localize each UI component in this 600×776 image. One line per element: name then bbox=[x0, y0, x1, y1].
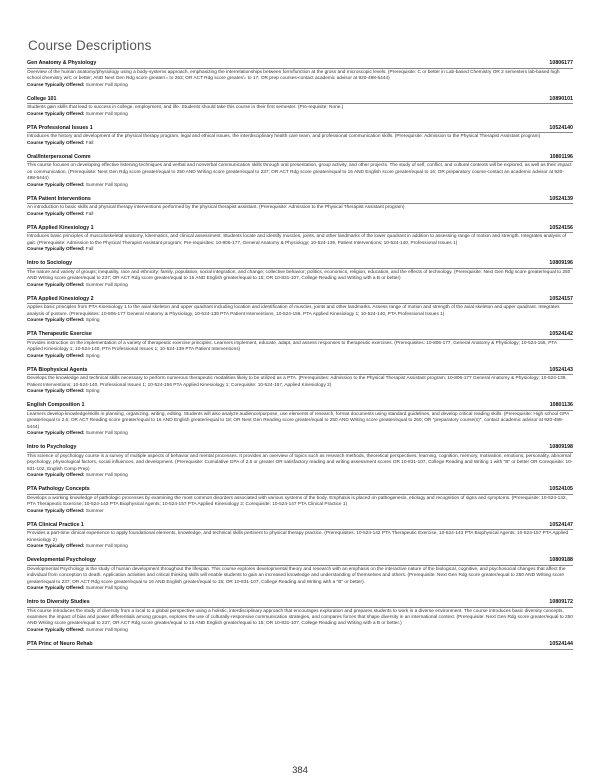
course-name: PTA Therapeutic Exercise bbox=[27, 331, 92, 338]
course-offered-terms: Spring bbox=[85, 353, 100, 359]
course-header bbox=[27, 444, 573, 453]
course-code: 10524143 bbox=[549, 366, 573, 373]
course-description: Overview of the human anatomy/physiology using a body-systems approach, emphasizing the interrelationships between form/function at the gross and microscopic levels. (Prerequisite: C or better in Lab-based Chemistry OR 2 semesters lab-based high school chemistry w/C or better; AND Next Gen Rdg score greater/= to 263; OR ACT Rdg score greater/= to 17; OR prep courses-contact academic advisor at 920-498-5444) bbox=[27, 69, 560, 82]
course-offered-label: Course Typically Offered: bbox=[27, 544, 85, 549]
page-title: Course Descriptions bbox=[28, 38, 152, 53]
course-description: Applies basic principles from PTA Kinesiology 1 to the axial skeleton and upper quadrant including location and identification of muscles, joints and other landmarks. Assess range of motion and strength of the axial skeleton and upper quadrant. Integrates analysis of posture. (Prerequisites: 10-806-177 General Anatomy & Physiology, 10-524-139 PTA Patient Interventions, 10-524-156, PTA Applied Kinesiology 1; 10-524-140, PTA Professional Issues 1) bbox=[27, 305, 560, 317]
course-entry bbox=[27, 296, 573, 325]
course-name: PTA Applied Kinesiology 2 bbox=[27, 295, 94, 302]
course-offered bbox=[27, 212, 573, 218]
course-header bbox=[27, 296, 573, 305]
course-code: 10524147 bbox=[549, 521, 573, 528]
course-offered bbox=[27, 586, 573, 592]
course-offered bbox=[27, 183, 573, 189]
course-description: Introduces the history and development of the physical therapy program, legal and ethical issues, the interdisciplinary health care team, and professional communication skills. (Prerequisite: Admission to the Physical Therapist Assistant program) bbox=[27, 134, 541, 140]
page-number: 384 bbox=[292, 765, 308, 776]
course-offered-label: Course Typically Offered: bbox=[27, 140, 85, 146]
course-name: PTA Patient Interventions bbox=[27, 195, 91, 202]
course-offered-label: Course Typically Offered: bbox=[27, 211, 85, 217]
course-offered-label: Course Typically Offered: bbox=[27, 182, 85, 188]
course-name: PTA Applied Kinesiology 1 bbox=[27, 224, 94, 231]
course-entry bbox=[27, 444, 573, 479]
course-offered-terms: Spring bbox=[85, 389, 100, 395]
course-header bbox=[27, 331, 573, 340]
course-offered-label: Course Typically Offered: bbox=[27, 282, 85, 288]
course-name: Intro to Psychology bbox=[27, 444, 77, 451]
course-header bbox=[27, 60, 573, 69]
course-header bbox=[27, 557, 573, 566]
course-header bbox=[27, 367, 573, 376]
course-code: 10524139 bbox=[549, 195, 573, 202]
course-offered-label: Course Typically Offered: bbox=[27, 318, 85, 324]
course-code: 10524140 bbox=[549, 124, 573, 131]
course-entry bbox=[27, 60, 573, 89]
course-description: This science of psychology course is a survey of multiple aspects of behavior and mental processes. It provides an overview of topics such as research methods, theoretical perspectives, learning, cognition, memory, motivation, emotions, personality, abnormal psychology, physiological factors, social influences, and development. (Prerequisite: Cumulative GPA of 2.6 or greater OR satisfactory reading and writing assessment scores OR 10-831-107, College Reading and Writing 1 with "B" or better OR Corequisite: 10-831-102, English Comp Prep) bbox=[27, 453, 573, 472]
course-offered-terms: Summer Fall Spring bbox=[85, 111, 128, 117]
course-offered-label: Course Typically Offered: bbox=[27, 585, 85, 591]
course-code: 10809196 bbox=[549, 260, 573, 267]
course-description: This course focuses on developing effective listening techniques and verbal and nonverbal communication skills through oral presentation, group activity, and other projects. The study of self, conflict, and cultural contexts will be explored, as well as their impact on communication. (Prerequisite: Next Gen Rdg score greater/equal to 250 AND Writing score greater/equal to 237; OR ACT Rdg score greater/equal to 16 AND English score greater/equal to 16; OR preparatory course-contact an academic advisor at 920-498-5444) bbox=[27, 163, 572, 182]
course-header bbox=[27, 125, 573, 134]
course-description: Learners develop knowledge/skills in planning, organizing, writing, editing. Students will also analyze audience/purpose, use elements of research, format documents using standard guidelines, and develop critical reading skills. (Prerequisite: High school GPA greater/equal to 2.6; OR ACT Reading score greater/equal to 16 AND English greater/equal to 18; OR Next Gen Reading score greater/equal to 250 AND Writing score greater/equal to 260; OR "preparatory course(s)", contact academic advisor at 920-498-5444) bbox=[27, 411, 569, 430]
course-entry bbox=[27, 522, 573, 551]
course-offered-terms: Fall bbox=[85, 211, 94, 217]
course-entry bbox=[27, 331, 573, 360]
course-offered bbox=[27, 283, 573, 289]
course-offered bbox=[27, 431, 573, 437]
course-code: 10524142 bbox=[549, 331, 573, 338]
course-name: PTA Princ of Neuro Rehab bbox=[27, 640, 93, 647]
course-entry bbox=[27, 486, 573, 515]
course-name: Oral/Interpersonal Comm bbox=[27, 153, 91, 160]
course-description: The nature and variety of groups; inequality, race and ethnicity; family, population, social integration, and change; collective behavior; politics, economics, religion, education, and the effects of technology. (Prerequisite: Next Gen Rdg score greater/equal to 250 AND Writing score greater/equal to 237; OR ACT Rdg score greater/equal to 16 AND English greater/equal to 15; OR 10-831-107, College Reading and Writing with a B or better) bbox=[27, 269, 571, 282]
course-name: Developmental Psychology bbox=[27, 557, 96, 563]
course-description: This course introduces the study of diversity from a local to a global perspective using a holistic, interdisciplinary approach that encourages exploration and prepares students to work in a diverse environment. The course introduces basic diversity concepts, examines the impact of bias and power differentials among groups, explores the use of culturally-responsive communication strategies, and compares forces that shape diversity in an international context. (Prerequisite: Next Gen Rdg score greater/equal to 250 AND Writing score greater/equal to 237; OR ACT Rdg score greater/equal to 16 AND English greater/equal to 15; OR 10-831-107, College Reading and Writing with a B or better.) bbox=[27, 608, 573, 627]
course-name: PTA Clinical Practice 1 bbox=[27, 521, 84, 528]
course-description: Develops a working knowledge of pathologic processes by examining the most common disorders associated with various systems of the body. Emphasis is placed on pathogenesis, etiology and recognition of signs and symptoms. (Prerequisite: 10-524-142, PTA Therapeutic Exercise; 10-524-143 PTA Biophysical Agents; 10-524-157 PTA Applied Kinesiology 2; Corequisite: 10-524-147 PTA Clinical Practice 1) bbox=[27, 495, 567, 508]
course-offered bbox=[27, 141, 573, 147]
course-name: Intro to Sociology bbox=[27, 260, 73, 267]
course-offered-terms: Summer Fall Spring bbox=[85, 82, 128, 88]
course-offered-terms: Summer Fall Spring bbox=[85, 473, 128, 478]
course-offered-terms: Summer Fall Spring bbox=[85, 282, 128, 288]
course-offered-label: Course Typically Offered: bbox=[27, 111, 85, 117]
course-offered-label: Course Typically Offered: bbox=[27, 508, 85, 514]
course-entry bbox=[27, 260, 573, 289]
course-description: Develops the knowledge and technical skills necessary to perform numerous therapeutic modalities likely to be utilized as a PTA. (Prerequisites: Admission to the Physical Therapist Assistant program; 10-806-177 General Anatomy & Physiology; 10-524-139, Patient Interventions; 10-524-140, Professional Issues 1; 10-524-156 PTA Applied Kinesiology 1; Corequisite: 10-524-157, Applied Kinesiology 2) bbox=[27, 376, 567, 388]
course-header bbox=[27, 260, 573, 269]
course-list bbox=[27, 60, 573, 650]
course-entry bbox=[27, 402, 573, 437]
course-description: Introduces basic principles of musculoskeletal anatomy, kinematics, and clinical assessment. Students locate and identify muscles, joints, and other landmarks of the lower quadrant in addition to assessing range of motion and strength. Integrates analysis of gait. (Prerequisite: Admission to the Physical Therapist Assistant program; Pre-requisites: 10-806-177, General Anatomy & Physiology; 10-524-139, Patient Interventions; 10-524-140, Professional Issues 1) bbox=[27, 234, 567, 246]
course-offered-label: Course Typically Offered: bbox=[27, 353, 85, 359]
course-name: PTA Professional Issues 1 bbox=[27, 124, 93, 131]
course-offered bbox=[27, 473, 573, 479]
course-header bbox=[27, 641, 573, 650]
course-offered-terms: Fall bbox=[85, 140, 94, 146]
course-offered bbox=[27, 354, 573, 360]
course-offered-label: Course Typically Offered: bbox=[27, 431, 85, 437]
course-code: 10809198 bbox=[549, 444, 573, 451]
course-code: 10801196 bbox=[549, 153, 573, 160]
course-entry bbox=[27, 599, 573, 634]
course-code: 10809172 bbox=[549, 598, 573, 605]
course-offered-terms: Summer Fall Spring bbox=[85, 182, 128, 188]
course-header bbox=[27, 196, 573, 205]
course-description: Provides a part-time clinical experience to apply foundational elements, knowledge, and technical skills pertinent to physical therapy practice. (Prerequisites: 10-524-142 PTA Therapeutic Exercise, 10-524-143 PTA Biophysical Agents; 10-524-157 PTA Applied Kinesiology 2) bbox=[27, 531, 569, 543]
course-offered-terms: Summer Fall Spring bbox=[85, 431, 128, 437]
course-header bbox=[27, 486, 573, 495]
course-offered bbox=[27, 83, 573, 89]
course-offered-label: Course Typically Offered: bbox=[27, 627, 85, 633]
course-offered-label: Course Typically Offered: bbox=[27, 82, 85, 88]
course-code: 10806177 bbox=[549, 60, 573, 66]
course-name: Gen Anatomy & Physiology bbox=[27, 60, 97, 66]
course-header bbox=[27, 96, 573, 105]
course-entry bbox=[27, 196, 573, 218]
course-code: 10890101 bbox=[549, 95, 573, 102]
course-header bbox=[27, 522, 573, 531]
course-offered bbox=[27, 318, 573, 324]
course-offered-label: Course Typically Offered: bbox=[27, 247, 85, 253]
course-name: PTA Biophysical Agents bbox=[27, 366, 88, 373]
course-code: 10809188 bbox=[549, 557, 573, 563]
course-offered-terms: Summer Fall Spring bbox=[85, 585, 128, 591]
course-offered-terms: Summer bbox=[85, 508, 104, 514]
course-code: 10524157 bbox=[549, 295, 573, 302]
course-offered-terms: Spring bbox=[85, 318, 100, 324]
course-entry bbox=[27, 154, 573, 189]
course-offered-terms: Summer Fall Spring bbox=[85, 544, 128, 549]
course-offered bbox=[27, 628, 573, 634]
course-offered bbox=[27, 247, 573, 253]
course-offered-label: Course Typically Offered: bbox=[27, 389, 85, 395]
course-name: Intro to Diversity Studies bbox=[27, 598, 90, 605]
course-name: PTA Pathology Concepts bbox=[27, 486, 90, 492]
course-entry bbox=[27, 367, 573, 396]
course-offered bbox=[27, 509, 573, 515]
page bbox=[27, 0, 573, 776]
course-code: 10524156 bbox=[549, 224, 573, 231]
course-code: 10524144 bbox=[549, 640, 573, 647]
course-description: Provides instruction on the implementation of a variety of therapeutic exercise principles. Learners implement, educate, adapt, and assess responses to therapeutic exercises. (Prerequisites: 10-806-177, General Anatomy & Physiology; 10-524-156, PTA Applied Kinesiology 1; 10-524-140, PTA Professional Issues 1; 10-524-139 PTA Patient Interventions) bbox=[27, 340, 557, 353]
course-entry bbox=[27, 96, 573, 118]
course-code: 10801136 bbox=[549, 402, 573, 409]
course-entry bbox=[27, 125, 573, 147]
course-header bbox=[27, 599, 573, 608]
course-header bbox=[27, 225, 573, 234]
course-offered-label: Course Typically Offered: bbox=[27, 473, 85, 478]
course-offered-terms: Fall bbox=[85, 247, 94, 253]
course-name: English Composition 1 bbox=[27, 402, 85, 409]
course-header bbox=[27, 402, 573, 411]
course-entry bbox=[27, 225, 573, 254]
course-entry bbox=[27, 641, 573, 650]
course-offered bbox=[27, 389, 573, 395]
course-offered bbox=[27, 112, 573, 118]
course-offered-terms: Summer Fall Spring bbox=[85, 627, 128, 633]
course-description: An introduction to basic skills and physical therapy interventions performed by the physical therapist assistant. (Prerequisite: Admission to the Physical Therapist Assistant program) bbox=[27, 205, 405, 211]
course-header bbox=[27, 154, 573, 163]
course-entry bbox=[27, 557, 573, 592]
course-description: Students gain skills that lead to success in college, employment, and life. Students should take this course in their first semester. (Pre-requisite: None.) bbox=[27, 105, 344, 111]
course-name: College 101 bbox=[27, 95, 57, 102]
course-code: 10524105 bbox=[549, 486, 573, 492]
course-description: Developmental Psychology is the study of human development throughout the lifespan. This course explores developmental theory and research with an emphasis on the interactive nature of the biological, cognitive, and psychosocial changes that affect the individual from conception to death. Application activities and critical thinking skills will enable students to gain an increased knowledge and understanding of themselves and others. (Prerequisite: Next Gen Rdg score greater/equal to 250 AND Writing score greater/equal to 237; OR ACT Rdg score greater/equal to 16 AND English greater/equal to 15; OR 10-831-107, College Reading and Writing with a "B" or better). bbox=[27, 566, 566, 585]
course-offered bbox=[27, 544, 573, 550]
